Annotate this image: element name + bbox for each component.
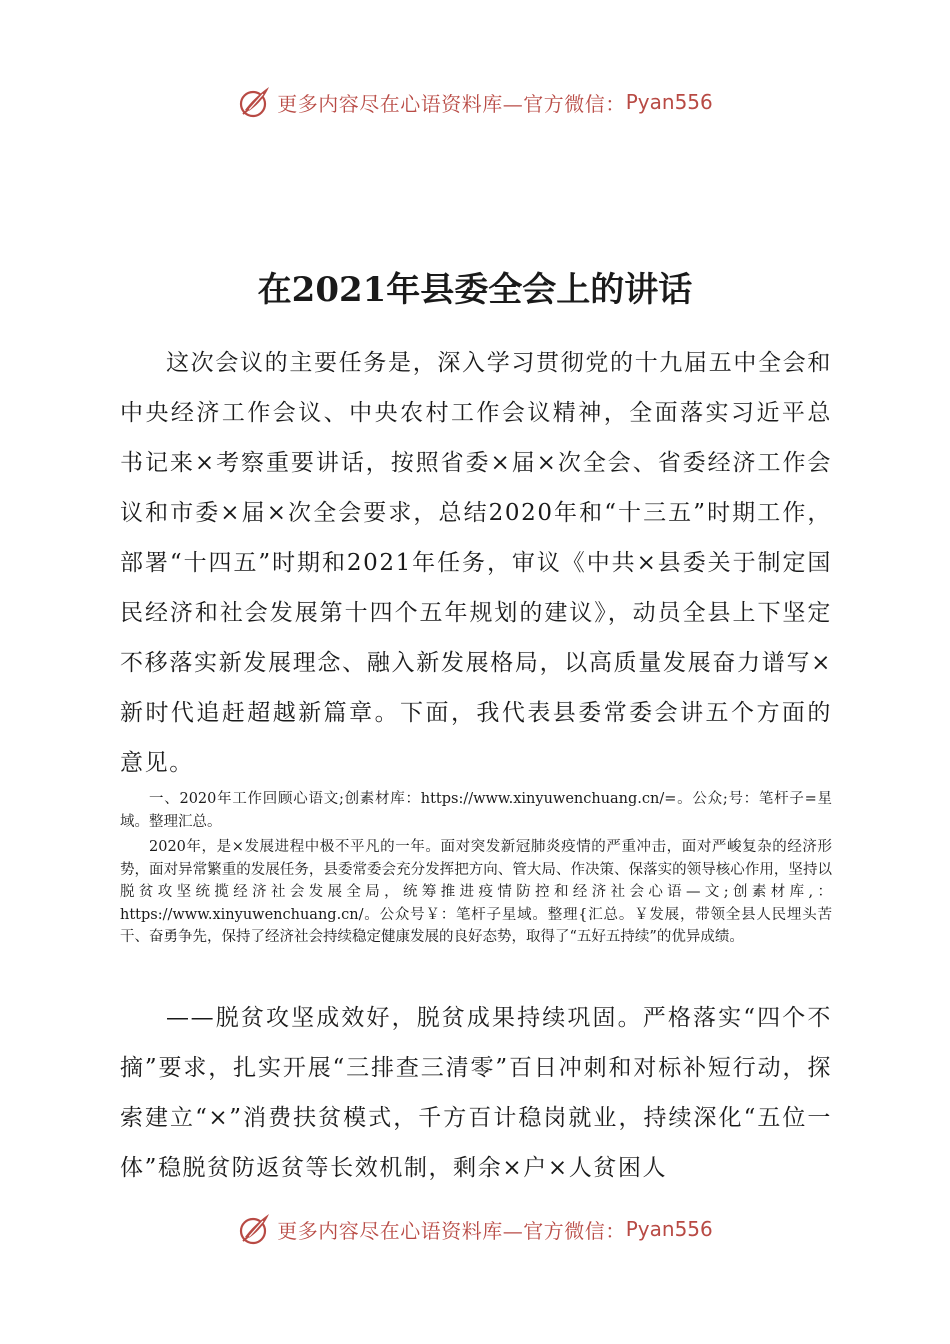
paragraph-review: 2020年，是×发展进程中极不平凡的一年。面对突发新冠肺炎疫情的严重冲击，面对严峻复杂的经济形势，面对异常繁重的发展任务，县委常委会充分发挥把方向、管大局、作决策、保落实的领导核心作用，坚持以脱贫攻坚统揽经济社会发展全局，统筹推进疫情防控和经济社会心语—文;创素材库,：https://www.xinyuwenchuang.cn/。公众号￥：笔杆子星域。整理{汇总。￥发展，带领全县人民埋头苦干、奋勇争先，保持了经济社会持续稳定健康发展的良好态势，取得了“五好五持续”的优异成绩。 [120, 839, 832, 945]
quill-logo-icon [237, 1211, 273, 1247]
paragraph-intro: 这次会议的主要任务是，深入学习贯彻党的十九届五中全会和中央经济工作会议、中央农村工作会议精神，全面落实习近平总书记来×考察重要讲话，按照省委×届×次全会、省委经济工作会议和市委×届×次全会要求，总结2020年和“十三五”时期工作，部署“十四五”时期和2021年任务，审议《中共×县委关于制定国民经济和社会发展第十四个五年规划的建议》，动员全县上下坚定不移落实新发展理念、融入新发展格局，以高质量发展奋力谱写×新时代追赶超越新篇章。下面，我代表县委常委会讲五个方面的意见。 [120, 350, 832, 776]
footer-banner [0, 1209, 950, 1249]
header-banner [0, 82, 950, 122]
paragraph-section-heading: 一、2020年工作回顾心语文;创素材库：https://www.xinyuwenchuang.cn/=。公众;号：笔杆子=星域。整理汇总。 [120, 791, 832, 830]
paragraph-poverty: ——脱贫攻坚成效好，脱贫成果持续巩固。严格落实“四个不摘”要求，扎实开展“三排查三清零”百日冲刺和对标补短行动，探索建立“×”消费扶贫模式，千方百计稳岗就业，持续深化“五位一体”稳脱贫防返贫等长效机制，剩余×户×人贫困人 [120, 1005, 832, 1181]
banner-text: 更多内容尽在心语资料库—官方微信： [277, 1218, 626, 1243]
banner-wechat-id: Pyan556 [625, 1217, 713, 1241]
banner-wechat-id: Pyan556 [625, 90, 713, 114]
quill-logo-icon [237, 84, 273, 120]
document-title: 在2021年县委全会上的讲话 [257, 270, 693, 310]
banner-text: 更多内容尽在心语资料库—官方微信： [277, 91, 626, 116]
